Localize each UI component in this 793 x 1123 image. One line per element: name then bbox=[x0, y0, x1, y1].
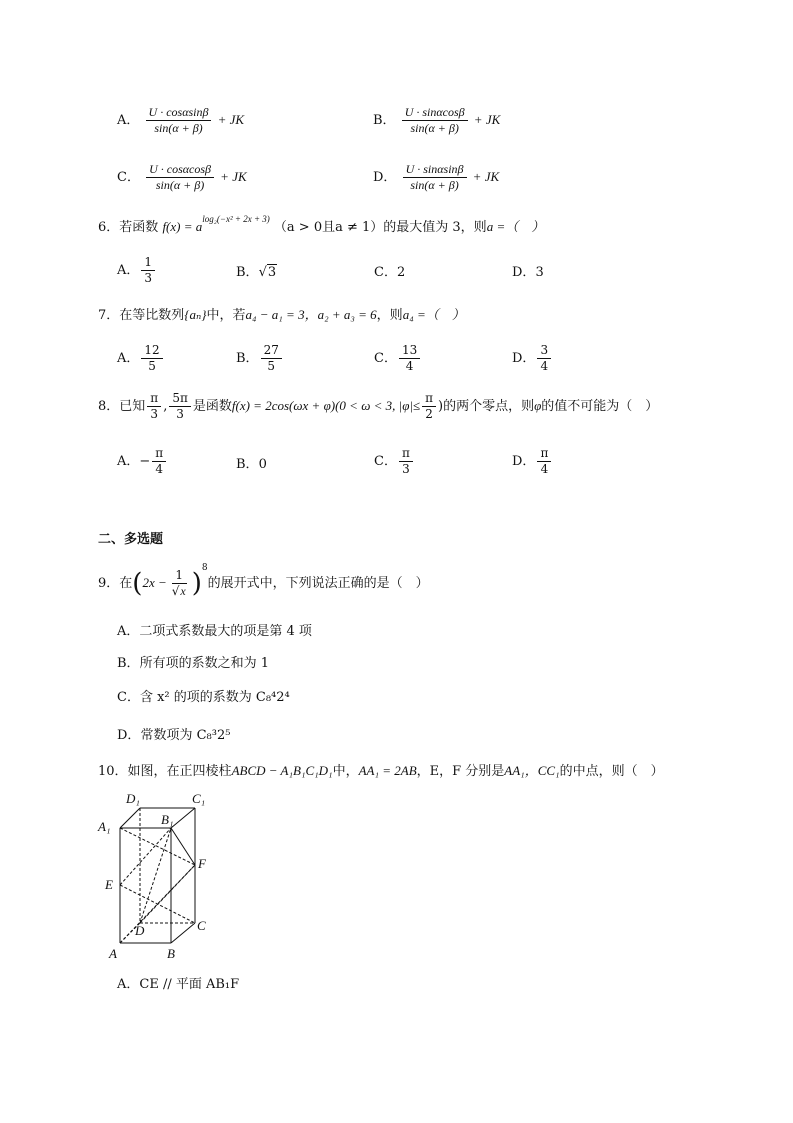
option-label: A． bbox=[117, 263, 140, 278]
fraction bbox=[261, 343, 282, 374]
denominator: sin(α + β) bbox=[410, 178, 459, 192]
numerator: π bbox=[422, 391, 436, 407]
option-label: D． bbox=[512, 454, 536, 469]
denominator: 4 bbox=[155, 462, 164, 476]
edge-b-c bbox=[171, 923, 195, 943]
minus-sign: − bbox=[139, 454, 151, 469]
q9-option-b bbox=[117, 652, 269, 671]
fraction bbox=[402, 105, 468, 136]
option-label: A． bbox=[117, 113, 140, 128]
option-label: C． bbox=[117, 690, 140, 705]
fraction bbox=[169, 391, 191, 422]
fraction bbox=[537, 343, 551, 374]
q6-option-a bbox=[117, 255, 157, 286]
denominator: 3 bbox=[144, 271, 153, 285]
option-tail: + JK bbox=[473, 112, 501, 127]
numerator: 27 bbox=[261, 343, 282, 359]
separator: , bbox=[163, 399, 168, 414]
fraction bbox=[152, 446, 166, 477]
stem-text: 中，若 bbox=[206, 308, 246, 323]
option-value: 3 bbox=[535, 265, 544, 280]
numerator: 1 bbox=[172, 568, 186, 584]
numerator: U · sinαcosβ bbox=[402, 105, 468, 121]
label-a: A bbox=[109, 946, 117, 961]
numerator: 3 bbox=[537, 343, 551, 359]
option-label: C． bbox=[117, 170, 140, 185]
option-text: 所有项的系数之和为 1 bbox=[139, 656, 269, 671]
edge-b1-c1 bbox=[171, 808, 195, 828]
denominator: √x bbox=[171, 584, 186, 598]
prism-name: ABCD − A₁B₁C₁D₁ bbox=[231, 763, 333, 778]
fraction bbox=[141, 343, 162, 374]
equation: AA₁ = 2AB bbox=[358, 763, 417, 778]
numerator: 1 bbox=[141, 255, 155, 271]
numerator: π bbox=[537, 446, 551, 462]
option-label: A． bbox=[117, 454, 140, 469]
label-f: F bbox=[198, 856, 206, 871]
question-number: 9． bbox=[98, 576, 120, 591]
q10-option-a bbox=[117, 973, 239, 992]
fraction bbox=[399, 446, 413, 477]
option-tail: + JK bbox=[220, 169, 247, 184]
stem-text: （a > 0且a ≠ 1）的最大值为 3，则 bbox=[273, 220, 487, 235]
right-paren: ) bbox=[191, 568, 202, 599]
exponent: 8 bbox=[201, 562, 208, 573]
q5-option-b bbox=[373, 105, 500, 136]
question-number: 7． bbox=[98, 308, 120, 323]
fraction bbox=[146, 105, 212, 136]
numerator: 12 bbox=[141, 343, 162, 359]
numerator: U · cosαcosβ bbox=[146, 162, 214, 178]
stem-text: 是函数 bbox=[192, 399, 232, 414]
fraction bbox=[141, 255, 155, 286]
numerator: π bbox=[399, 446, 413, 462]
equation: a₄ − a₁ = 3， bbox=[245, 307, 318, 322]
q8-option-a bbox=[117, 446, 168, 477]
label-e: E bbox=[105, 877, 113, 892]
denominator: 3 bbox=[402, 462, 410, 476]
q7-option-c bbox=[374, 343, 422, 374]
denominator: sin(α + β) bbox=[155, 178, 205, 192]
q5-option-a bbox=[117, 105, 244, 136]
stem-text: ，E，F 分别是 bbox=[416, 764, 505, 779]
q8-stem bbox=[98, 391, 658, 422]
denominator: 5 bbox=[267, 359, 276, 373]
fraction bbox=[537, 446, 551, 477]
q10-stem bbox=[98, 760, 664, 779]
denominator: sin(α + β) bbox=[410, 121, 459, 135]
stem-text: 在 bbox=[119, 576, 133, 591]
option-value: 3 bbox=[267, 265, 277, 280]
option-text: CE // 平面 AB₁F bbox=[139, 977, 240, 992]
radicand: x bbox=[180, 584, 186, 598]
phi-symbol: φ bbox=[534, 398, 542, 413]
question-number: 6． bbox=[98, 220, 120, 235]
option-label: B． bbox=[236, 265, 259, 280]
numerator: U · cosαsinβ bbox=[146, 105, 212, 121]
stem-text: )的两个零点，则 bbox=[438, 399, 535, 414]
expression: 2x − bbox=[142, 575, 167, 590]
option-label: C． bbox=[374, 265, 397, 280]
stem-text: 在等比数列 bbox=[119, 308, 185, 323]
stem-text: 的展开式中，下列说法正确的是（ ） bbox=[207, 576, 429, 591]
option-label: B． bbox=[236, 351, 259, 366]
edges: AA₁，CC₁ bbox=[504, 763, 560, 778]
numerator: 13 bbox=[399, 343, 420, 359]
denominator: 2 bbox=[425, 407, 433, 421]
denominator: sin(α + β) bbox=[154, 121, 203, 135]
q7-option-b bbox=[236, 343, 284, 374]
numerator: 5π bbox=[169, 391, 191, 407]
stem-text: 中， bbox=[332, 764, 359, 779]
q6-option-c bbox=[374, 261, 405, 280]
fraction bbox=[399, 343, 420, 374]
q5-option-c bbox=[117, 162, 247, 193]
option-label: A． bbox=[117, 624, 140, 639]
fraction bbox=[169, 568, 190, 599]
hidden-a1-f bbox=[120, 828, 195, 865]
denominator: 4 bbox=[540, 359, 549, 373]
q6-stem bbox=[98, 213, 545, 235]
q9-option-c bbox=[117, 686, 290, 705]
option-tail: + JK bbox=[217, 112, 245, 127]
stem-text: ，则 bbox=[376, 308, 403, 323]
option-label: A． bbox=[117, 351, 140, 366]
option-text: 含 x² 的项的系数为 C₈⁴2⁴ bbox=[139, 690, 290, 705]
q5-option-d bbox=[373, 162, 499, 193]
sequence-symbol: {aₙ} bbox=[184, 307, 207, 322]
section-title: 二、多选题 bbox=[98, 532, 164, 547]
option-label: D． bbox=[512, 265, 536, 280]
stem-text: 如图，在正四棱柱 bbox=[127, 764, 232, 779]
option-label: B． bbox=[373, 113, 396, 128]
option-value: 2 bbox=[396, 265, 406, 280]
hidden-e-b1 bbox=[120, 828, 171, 885]
fraction bbox=[422, 391, 436, 422]
q8-option-c bbox=[374, 446, 415, 477]
label-c: C bbox=[197, 918, 206, 933]
stem-text: 若函数 bbox=[119, 220, 159, 235]
q7-stem bbox=[98, 304, 465, 323]
denominator: 4 bbox=[540, 462, 549, 476]
option-label: D． bbox=[117, 728, 141, 743]
numerator: π bbox=[147, 391, 161, 407]
fraction bbox=[147, 391, 161, 422]
option-label: B． bbox=[117, 656, 140, 671]
option-tail: + JK bbox=[472, 169, 500, 184]
q9-stem bbox=[98, 562, 429, 599]
sqrt-sign: √ bbox=[258, 265, 267, 280]
q8-option-d bbox=[512, 446, 553, 477]
exponent: log₂(−x² + 2x + 3) bbox=[202, 213, 270, 224]
prism-figure bbox=[95, 788, 220, 963]
q7-option-d bbox=[512, 343, 553, 374]
option-label: A． bbox=[117, 977, 140, 992]
numerator: U · sinαsinβ bbox=[403, 162, 467, 178]
q6-option-d bbox=[512, 261, 544, 280]
denominator: 3 bbox=[150, 407, 159, 421]
left-paren: ( bbox=[132, 568, 143, 599]
option-label: B． bbox=[236, 457, 259, 472]
fraction bbox=[146, 162, 214, 193]
option-label: D． bbox=[373, 170, 397, 185]
stem-text: 已知 bbox=[119, 399, 146, 414]
option-label: D． bbox=[512, 351, 536, 366]
stem-text: 的中点，则（ ） bbox=[559, 764, 664, 779]
label-b: B bbox=[167, 946, 175, 961]
question-number: 10． bbox=[98, 764, 128, 779]
label-d1: D₁ bbox=[126, 791, 140, 806]
label-c1: C₁ bbox=[192, 791, 206, 806]
option-text: 常数项为 C₈³2⁵ bbox=[140, 728, 231, 743]
option-text: 二项式系数最大的项是第 4 项 bbox=[139, 624, 312, 639]
fraction bbox=[403, 162, 467, 193]
q7-option-a bbox=[117, 343, 165, 374]
equation: a₂ + a₃ = 6 bbox=[317, 307, 377, 322]
denominator: 4 bbox=[405, 359, 414, 373]
option-label: C． bbox=[374, 351, 397, 366]
denominator: 3 bbox=[176, 407, 184, 421]
label-d: D bbox=[135, 923, 145, 938]
option-value: 0 bbox=[258, 457, 267, 472]
stem-ask: a₄ =（ ） bbox=[402, 307, 465, 322]
q8-option-b bbox=[236, 453, 267, 472]
edge-a1-d1 bbox=[120, 808, 140, 828]
denominator: 5 bbox=[148, 359, 156, 373]
function-expression: f(x) = 2cos(ωx + φ)(0 < ω < 3, |φ|≤ bbox=[231, 398, 421, 413]
numerator: π bbox=[152, 446, 166, 462]
option-label: C． bbox=[374, 454, 397, 469]
q6-option-b bbox=[236, 261, 277, 280]
question-number: 8． bbox=[98, 399, 120, 414]
label-a1: A₁ bbox=[98, 819, 111, 834]
q9-option-a bbox=[117, 620, 312, 639]
function-expression: f(x) = a bbox=[162, 219, 203, 234]
q9-option-d bbox=[117, 724, 230, 743]
stem-text: 的值不可能为（ ） bbox=[541, 399, 659, 414]
label-b1: B₁ bbox=[161, 812, 174, 827]
stem-ask: a =（ ） bbox=[486, 219, 545, 234]
